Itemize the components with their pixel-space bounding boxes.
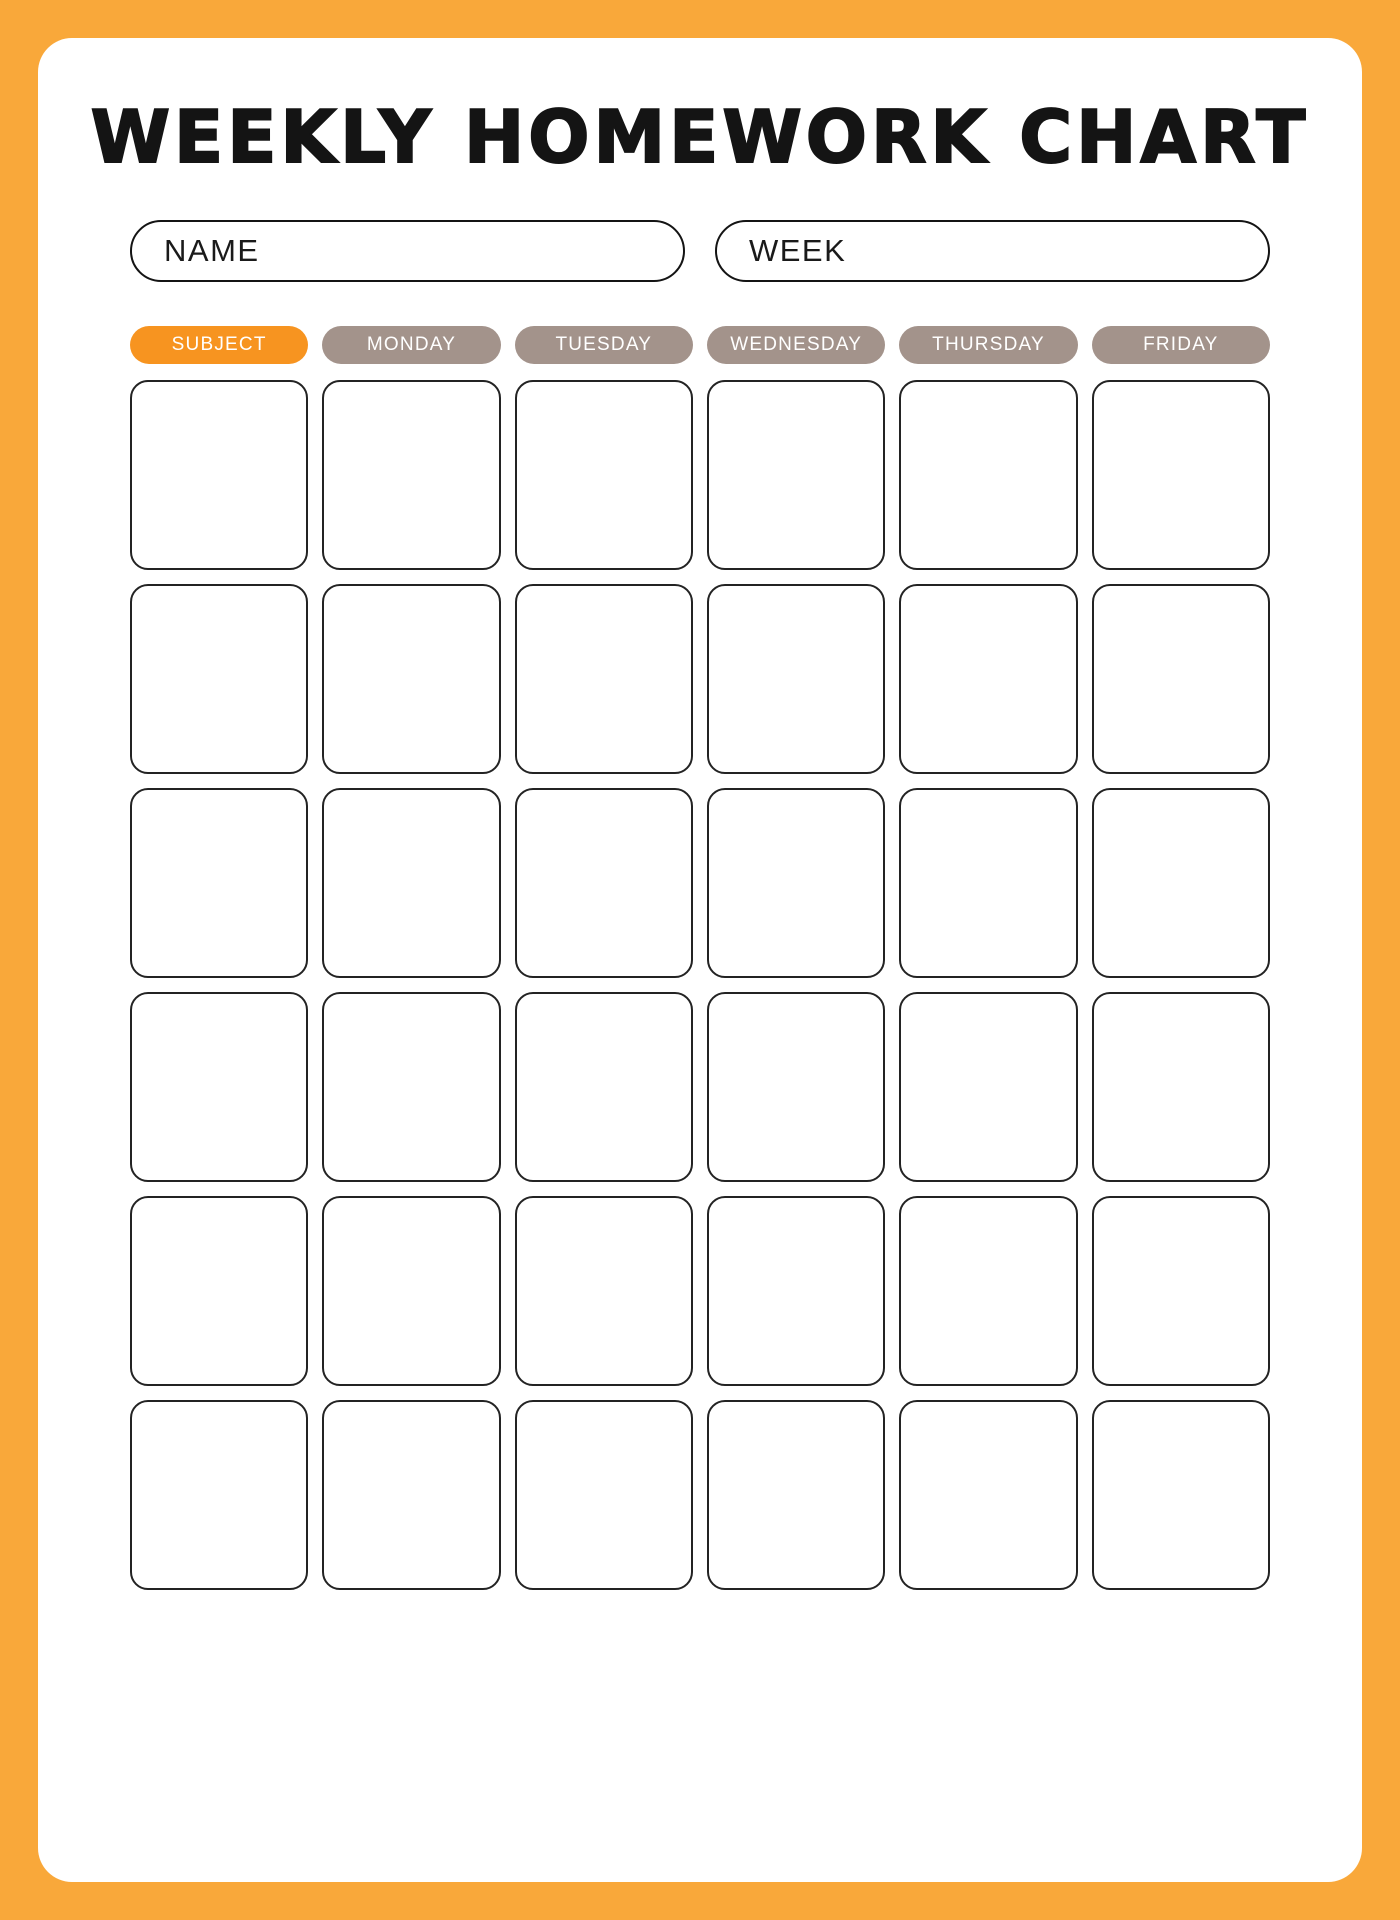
cell-tuesday[interactable] (515, 380, 693, 570)
worksheet-page (38, 38, 1362, 1882)
column-header-tuesday: TUESDAY (515, 326, 693, 364)
column-header-wednesday: WEDNESDAY (707, 326, 885, 364)
table-row (130, 380, 1270, 570)
name-field-label: NAME (164, 232, 260, 268)
table-row (130, 1400, 1270, 1590)
cell-tuesday[interactable] (515, 584, 693, 774)
cell-monday[interactable] (322, 992, 500, 1182)
cell-thursday[interactable] (899, 584, 1077, 774)
cell-tuesday[interactable] (515, 992, 693, 1182)
column-header-friday: FRIDAY (1092, 326, 1270, 364)
cell-thursday[interactable] (899, 788, 1077, 978)
homework-table (38, 282, 1362, 1590)
cell-thursday[interactable] (899, 380, 1077, 570)
cell-monday[interactable] (322, 380, 500, 570)
cell-thursday[interactable] (899, 1196, 1077, 1386)
column-header-subject: SUBJECT (130, 326, 308, 364)
cell-monday[interactable] (322, 1196, 500, 1386)
cell-subject[interactable] (130, 1400, 308, 1590)
cell-friday[interactable] (1092, 1400, 1270, 1590)
table-row (130, 992, 1270, 1182)
cell-tuesday[interactable] (515, 788, 693, 978)
week-field[interactable] (715, 220, 1270, 282)
cell-monday[interactable] (322, 1400, 500, 1590)
cell-subject[interactable] (130, 992, 308, 1182)
column-header-thursday: THURSDAY (899, 326, 1077, 364)
cell-thursday[interactable] (899, 992, 1077, 1182)
cell-friday[interactable] (1092, 584, 1270, 774)
cell-wednesday[interactable] (707, 788, 885, 978)
cell-tuesday[interactable] (515, 1196, 693, 1386)
cell-tuesday[interactable] (515, 1400, 693, 1590)
form-fields (38, 176, 1362, 282)
cell-wednesday[interactable] (707, 584, 885, 774)
cell-subject[interactable] (130, 380, 308, 570)
cell-wednesday[interactable] (707, 1400, 885, 1590)
table-row (130, 1196, 1270, 1386)
cell-subject[interactable] (130, 788, 308, 978)
cell-friday[interactable] (1092, 1196, 1270, 1386)
table-header-row (130, 326, 1270, 364)
name-field[interactable] (130, 220, 685, 282)
cell-wednesday[interactable] (707, 1196, 885, 1386)
week-field-label: WEEK (749, 232, 847, 268)
cell-subject[interactable] (130, 1196, 308, 1386)
cell-friday[interactable] (1092, 992, 1270, 1182)
cell-subject[interactable] (130, 584, 308, 774)
page-title: WEEKLY HOMEWORK CHART (90, 95, 1310, 179)
cell-wednesday[interactable] (707, 380, 885, 570)
cell-friday[interactable] (1092, 380, 1270, 570)
table-row (130, 788, 1270, 978)
table-row (130, 584, 1270, 774)
cell-thursday[interactable] (899, 1400, 1077, 1590)
cell-monday[interactable] (322, 584, 500, 774)
cell-friday[interactable] (1092, 788, 1270, 978)
cell-monday[interactable] (322, 788, 500, 978)
column-header-monday: MONDAY (322, 326, 500, 364)
cell-wednesday[interactable] (707, 992, 885, 1182)
